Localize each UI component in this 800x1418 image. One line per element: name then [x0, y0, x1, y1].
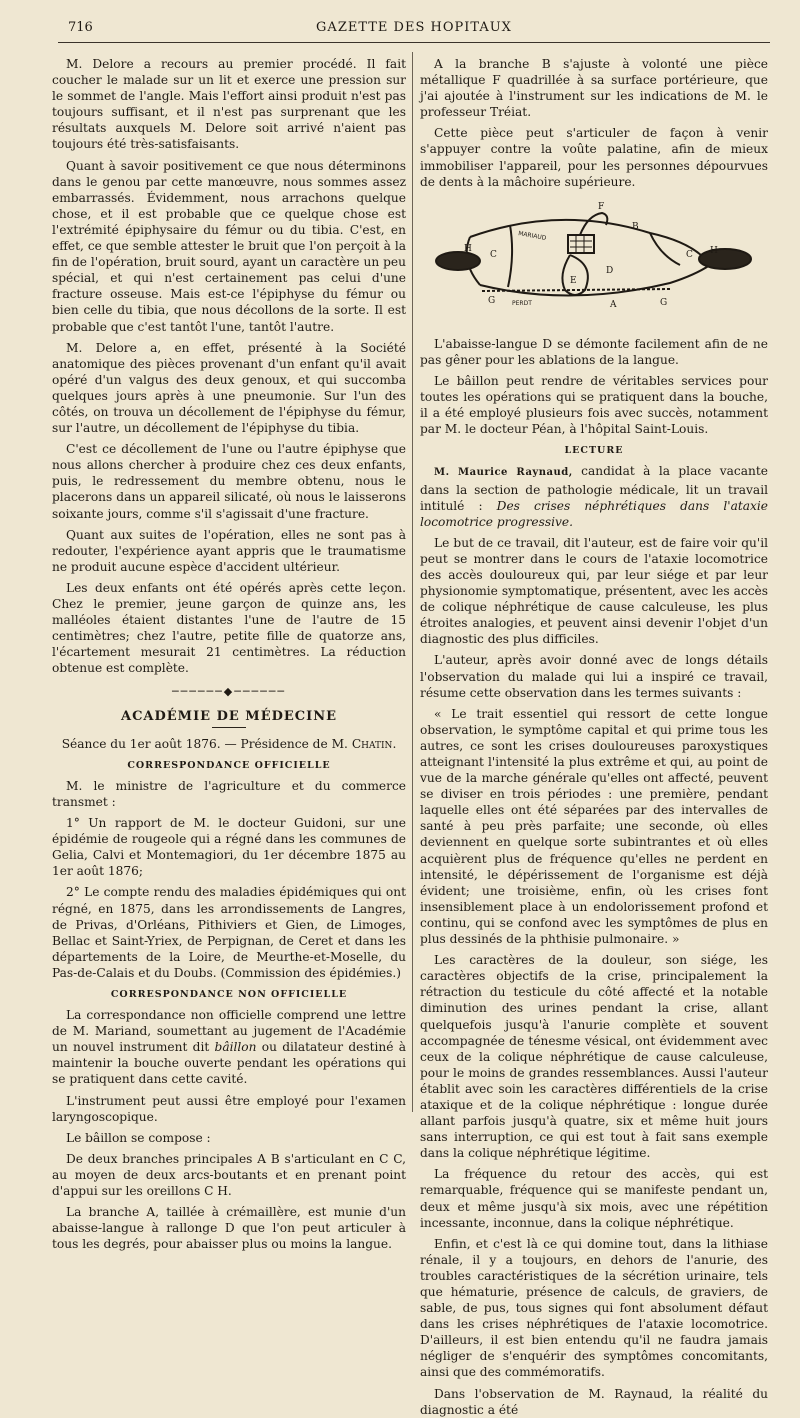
paragraph: M. Delore a, en effet, présenté à la Société anatomique des pièces provenant d'un enfant qu'il avait opéré d'un valgus des deux genoux, et qui succomba quelques jours après à une pneumonie. Sur l'un des côtés, on trouva un décollement de l'épiphyse du fémur, sur l'autre, un décollement de l'épiphyse du tibia. — [52, 340, 406, 436]
paragraph: A la branche B s'ajuste à volonté une pièce métallique F quadrillée à sa surface portérieure, que j'ai ajoutée à l'instrument sur les indications de M. le professeur Tréiat. — [420, 57, 768, 120]
figure-label-e: E — [570, 275, 577, 286]
left-strut — [508, 225, 512, 287]
text-run: La correspondance non officielle comprend une lettre de M. Mariand, soumettant au jugement de l'Académie un nouvel instrument dit — [52, 1008, 406, 1055]
engraving-maker: MARIAUD — [517, 229, 547, 242]
left-column — [52, 56, 407, 1252]
speaker-name: M. Maurice Raynaud, — [434, 467, 573, 479]
palatal-piece — [568, 235, 594, 253]
paragraph — [52, 1007, 406, 1087]
paragraph: Quant à savoir positivement ce que nous déterminons dans le genou par cette manœuvre, nous sommes assez embarrassés. Évidemment, nous arrachons quelque chose, et il est probable que ce quelque chose est l'extrémité épiphysaire du fémur ou du tibia. C'est, en effet, ce que semble attester le bruit que l'on perçoit à la fin de l'opération, bruit sourd, ayant un caractère un peu spécial, et qui n'est certainement pas celui d'une fracture osseuse. Mais est-ce l'épiphyse du fémur ou bien celle du tibia, que nous décollons de la sorte. Il est probable que c'est tantôt l'une, tantôt l'autre. — [52, 158, 406, 334]
page-header — [58, 18, 770, 43]
heading-rule — [212, 727, 246, 728]
paragraph: Le bâillon peut rendre de véritables services pour toutes les opérations qui se pratiquent dans la bouche, il a été employé plusieurs fois avec succès, notamment par M. le docteur Péan, à l'hôpital Saint-Louis. — [420, 373, 768, 437]
paragraph: Le bâillon se compose : — [66, 1130, 211, 1145]
session-president: Chatin — [351, 736, 393, 751]
figure-label-d: D — [606, 265, 614, 276]
left-ear-pad — [436, 252, 480, 270]
paragraph: L'abaisse-langue D se démonte facilement afin de ne pas gêner pour les ablations de la langue. — [420, 336, 768, 367]
figure-label-a: A — [610, 299, 617, 310]
piece-f — [580, 213, 607, 235]
subsection-heading: CORRESPONDANCE OFFICIELLE — [127, 759, 331, 771]
session-prefix: Séance du 1er août 1876. — Présidence de M. — [61, 736, 348, 751]
mouth-gag-drawing — [420, 195, 768, 330]
paragraph: La fréquence du retour des accès, qui est remarquable, fréquence qui se manifeste pendant un, deux et même jusqu'à six mois, avec une répétition incessante, inconnue, dans la colique néphrétique. — [420, 1167, 768, 1230]
figure-label-b: B — [632, 221, 639, 232]
engraving-bottom: PERDT — [512, 299, 532, 307]
figure-label-c-right: C — [686, 249, 693, 260]
paragraph: Dans l'observation de M. Raynaud, la réalité du diagnostic a été — [420, 1386, 768, 1417]
paragraph: M. Delore a recours au premier procédé. Il fait coucher le malade sur un lit et exerce une pression sur le sommet de l'angle. Mais l'effort ainsi produit n'est pas toujours suffisant, et il n'est pas surprenant que les résultats auxquels M. Delore soit arrivé n'aient pas toujours été très-satisfaisants. — [52, 57, 406, 152]
paragraph: La branche A, taillée à crémaillère, est munie d'un abaisse-langue à rallonge D que l'on peut articuler à tous les degrés, pour abaisser plus ou moins la langue. — [52, 1205, 406, 1252]
lecture-title: Des crises néphrétiques dans l'ataxie locomotrice progressive. — [420, 498, 768, 529]
figure-label-g-left: G — [488, 295, 496, 306]
text-run: candidat à la place vacante dans la section de pathologie médicale, lit un travail intitulé : — [420, 464, 768, 513]
column-divider — [412, 52, 413, 1112]
text-run: ou dilatateur destiné à maintenir la bouche ouverte pendant les opérations qui se pratiquent dans cette cavité. — [52, 1040, 407, 1087]
right-ear-pad — [699, 249, 751, 269]
paragraph: Les deux enfants ont été opérés après cette leçon. Chez le premier, jeune garçon de quinze ans, les malléoles étaient distantes l'une de l'autre de 15 centimètres; chez l'autre, petite fille de quatorze ans, l'écartement mesurait 21 centimètres. La réduction obtenue est complète. — [52, 580, 406, 676]
paragraph: De deux branches principales A B s'articulant en C C, au moyen de deux arcs-boutants et en prenant point d'appui sur les oreillons C H. — [52, 1151, 406, 1198]
subsection-heading: LECTURE — [564, 445, 624, 457]
paragraph: L'auteur, après avoir donné avec de longs détails l'observation du malade qui lui a inspiré ce travail, résume cette observation dans les termes suivants : — [420, 653, 768, 700]
paragraph: 1° Un rapport de M. le docteur Guidoni, sur une épidémie de rougeole qui a régné dans les communes de Gelia, Calvi et Montemagiori, du 1er décembre 1875 au 1er août 1876; — [52, 816, 406, 879]
instrument-illustration — [420, 195, 768, 330]
subsection-heading: CORRESPONDANCE NON OFFICIELLE — [110, 988, 348, 1000]
italic-term: bâillon — [214, 1040, 257, 1055]
figure-label-h-right: H — [710, 245, 718, 256]
paragraph: Les caractères de la douleur, son siége, les caractères objectifs de la crise, principalement la rétraction du testicule du côté affecté et la notable diminution des urines pendant la crise, allant quelquefois jusqu'à l'anurie complète et souvent accompagnée de ténesme vésical, ont évidemment avec ceux de la colique néphrétique de cause calculeuse, pour le moins de grandes ressemblances. Aussi l'auteur établit avec soin les caractères différentiels de la crise ataxique et de la colique néphrétique : longue durée allant parfois jusqu'à quatre, six et même huit jours sans interruption, ce qui est tout à fait sans exemple dans la colique néphrétique légitime. — [420, 953, 768, 1161]
paragraph: Enfin, et c'est là ce qui domine tout, dans la lithiase rénale, il y a toujours, en dehors de l'anurie, des troubles caractéristiques de la sécrétion urinaire, tels que hématurie, présence de calculs, de graviers, de sable, de pus, tous signes qui font absolument défaut dans les crises néphrétiques de l'ataxie locomotrice. D'ailleurs, il est bien entendu qu'il ne faudra jamais négliger de s'enquérir des symptômes concomitants, ainsi que des commémoratifs. — [420, 1236, 768, 1380]
branch-b-arc — [470, 220, 710, 265]
figure-label-h-left: H — [464, 243, 472, 254]
paragraph: 2° Le compte rendu des maladies épidémiques qui ont régné, en 1875, dans les arrondissements de Langres, de Privas, d'Orléans, Pithiviers et Gien, de Limoges, Bellac et Saint-Yriex, de Perpignan, de Ceret et dans les départements de la Loire, de Meurthe-et-Moselle, du Pas-de-Calais et du Doubs. (Commission des épidémies.) — [52, 885, 406, 980]
paragraph: L'instrument peut aussi être employé pour l'examen laryngoscopique. — [52, 1093, 406, 1124]
paragraph — [420, 463, 768, 529]
paragraph: Cette pièce peut s'articuler de façon à venir s'appuyer contre la voûte palatine, afin de mieux immobiliser l'appareil, pour les personnes dépourvues de dents à la mâchoire supérieure. — [420, 126, 768, 189]
section-heading: ACADÉMIE DE MÉDECINE — [120, 708, 337, 724]
paragraph: M. le ministre de l'agriculture et du commerce transmet : — [52, 778, 406, 809]
journal-title: GAZETTE DES HOPITAUX — [316, 20, 512, 35]
section-separator: ──────◆────── — [172, 685, 286, 699]
figure-label-f: F — [598, 201, 605, 212]
figure-label-c-left: C — [490, 249, 497, 260]
paragraph: Le but de ce travail, dit l'auteur, est de faire voir qu'il peut se montrer dans le cours de l'ataxie locomotrice des accès douloureux qui, par leur siége et par leur physionomie symptomatique, présentent, avec les accès de colique néphrétique de cause calculeuse, les plus étroites analogies, et peuvent ainsi devenir l'objet d'un diagnostic des plus difficiles. — [420, 535, 768, 647]
paragraph: Quant aux suites de l'opération, elles ne sont pas à redouter, l'expérience ayant appris que le traumatisme ne produit aucune espèce d'accident ultérieur. — [52, 527, 406, 574]
page-number: 716 — [68, 20, 93, 35]
right-column — [420, 56, 768, 1417]
paragraph: C'est ce décollement de l'une ou l'autre épiphyse que nous allons chercher à produire chez ces deux enfants, puis, le redressement du membre obtenu, nous le placerons dans un appareil silicaté, où nous le laisserons soixante jours, comme s'il s'agissait d'une fracture. — [52, 442, 406, 521]
figure-label-g: G — [660, 297, 668, 308]
paragraph: « Le trait essentiel qui ressort de cette longue observation, le symptôme capital et qui prime tous les autres, ce sont les crises douloureuses paroxystiques atteignant l'intensité la plus extrême et qui, au point de vue de la marche générale qu'elles ont affecté, peuvent se diviser en trois périodes : une première, pendant laquelle elles ont été séparées par des intervalles de santé à peu près parfaite; une seconde, où elles deviennent en quelque sorte subintrantes et où elles acquièrent plus de fréquence qu'elles ne perdent en intensité, le dépérissement de l'organisme est déjà évident; une troisième, enfin, où les crises font insensiblement place à un endolorissement profond et continu, qui se confond avec les symptômes de plus en plus dessinés de la phthisie pulmonaire. » — [420, 706, 768, 947]
session-line: Séance du 1er août 1876. — Présidence de M. Chatin. — [61, 736, 397, 751]
